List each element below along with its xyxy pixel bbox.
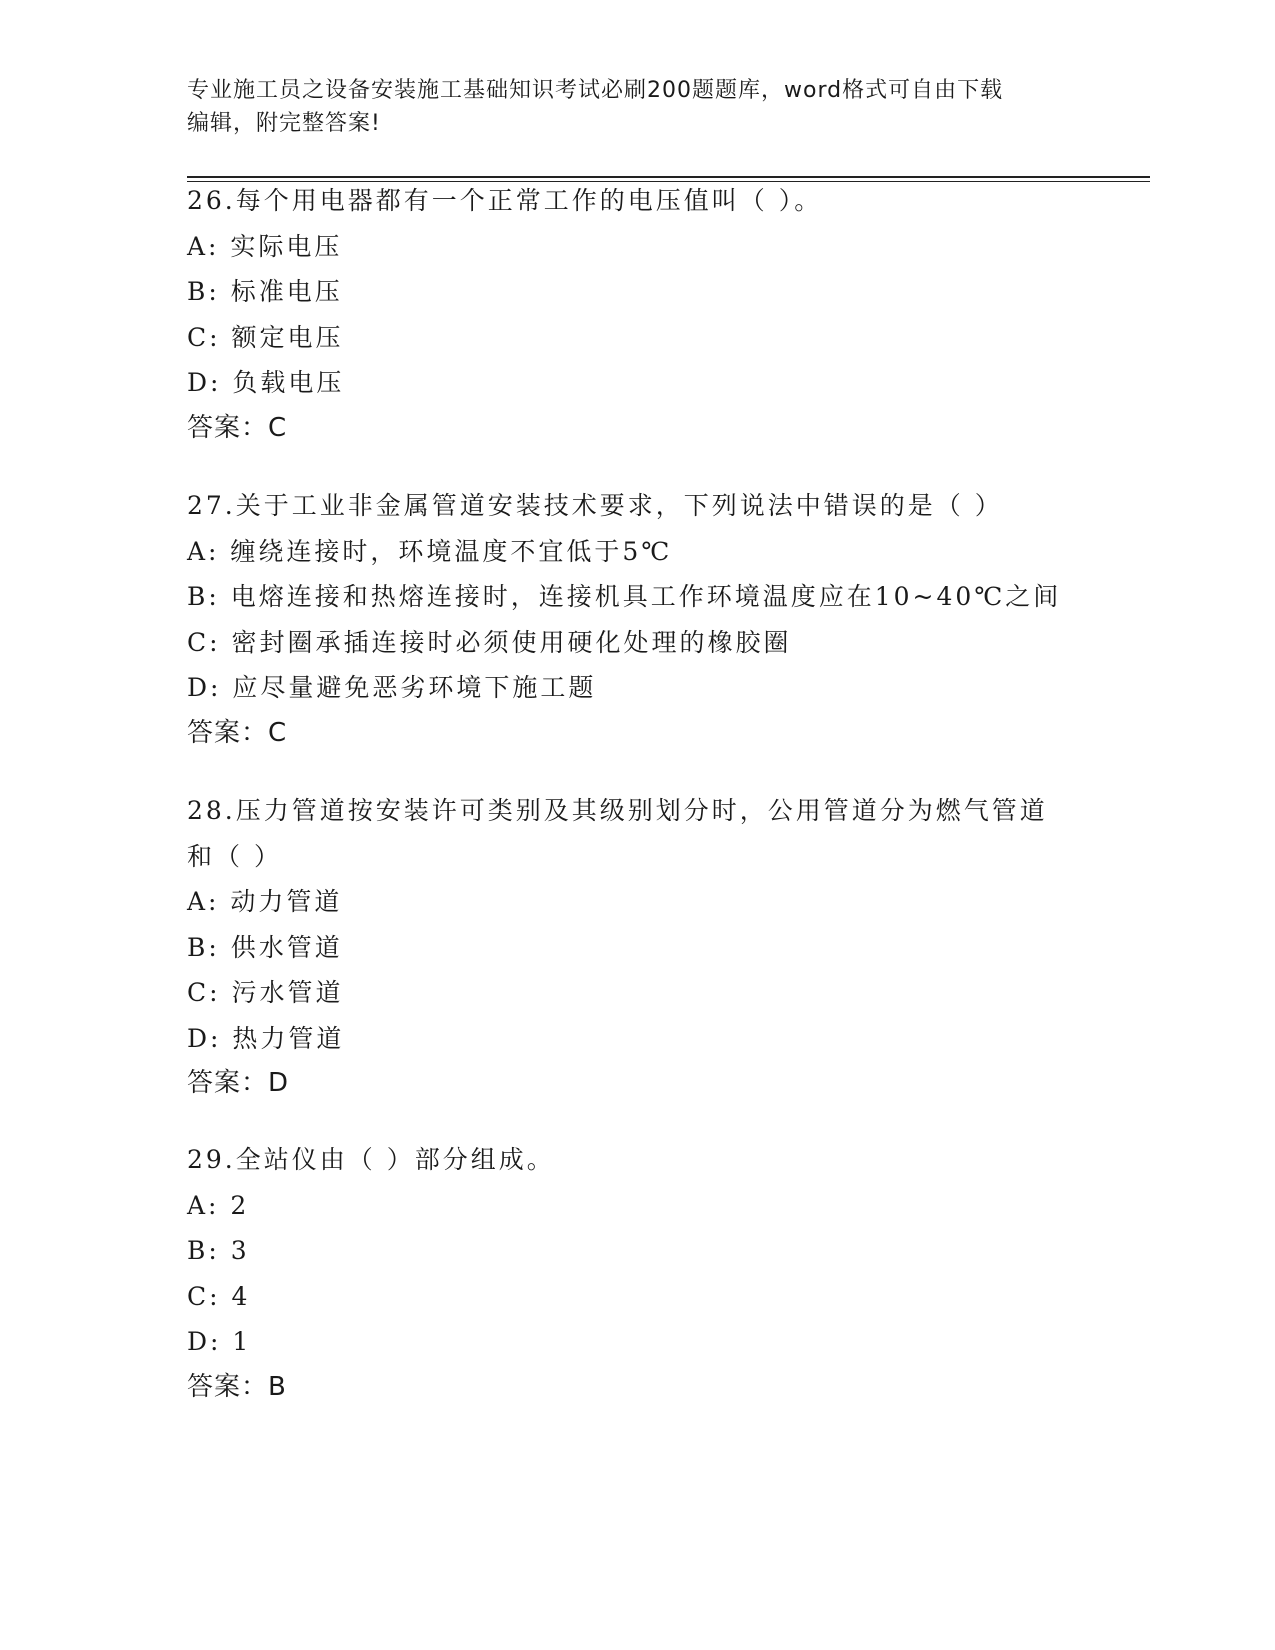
option-c: C: 污水管道 bbox=[187, 978, 344, 1007]
header-line-2: 编辑，附完整答案! bbox=[187, 111, 381, 136]
question-28 bbox=[187, 788, 1087, 1107]
option-a: A: 2 bbox=[187, 1190, 250, 1220]
question-stem: 27.关于工业非金属管道安装技术要求，下列说法中错误的是（ ） bbox=[187, 491, 1003, 520]
question-stem-line-2: 和（ ） bbox=[187, 841, 282, 871]
question-stem: 29.全站仪由（ ）部分组成。 bbox=[187, 1145, 555, 1174]
question-stem-line-1: 28.压力管道按安装许可类别及其级别划分时，公用管道分为燃气管道 bbox=[187, 796, 1048, 825]
option-c: C: 密封圈承插连接时必须使用硬化处理的橡胶圈 bbox=[187, 627, 792, 657]
header-line-1: 专业施工员之设备安装施工基础知识考试必刷200题题库，word格式可自由下载 bbox=[187, 78, 1004, 103]
option-b: B: 电熔连接和热熔连接时，连接机具工作环境温度应在10~40℃之间 bbox=[187, 582, 1062, 611]
option-d: D: 1 bbox=[187, 1327, 252, 1356]
option-d: D: 负载电压 bbox=[187, 368, 345, 397]
answer-label: 答案：C bbox=[187, 412, 288, 443]
answer-label: 答案：D bbox=[187, 1068, 290, 1098]
option-d: D: 应尽量避免恶劣环境下施工题 bbox=[187, 673, 597, 702]
answer-label: 答案：C bbox=[187, 717, 288, 748]
option-a: A: 实际电压 bbox=[187, 231, 343, 261]
question-27 bbox=[187, 483, 1087, 756]
option-b: B: 供水管道 bbox=[187, 932, 343, 962]
answer-label: 答案：B bbox=[187, 1371, 287, 1402]
document-header bbox=[187, 74, 1067, 140]
option-b: B: 标准电压 bbox=[187, 277, 343, 306]
question-29 bbox=[187, 1137, 1087, 1410]
option-d: D: 热力管道 bbox=[187, 1023, 345, 1053]
option-a: A: 缠绕连接时，环境温度不宜低于5℃ bbox=[187, 536, 673, 566]
option-c: C: 额定电压 bbox=[187, 322, 344, 352]
question-stem: 26.每个用电器都有一个正常工作的电压值叫（ ）。 bbox=[187, 186, 823, 215]
option-a: A: 动力管道 bbox=[187, 887, 343, 916]
option-c: C: 4 bbox=[187, 1281, 251, 1311]
question-26 bbox=[187, 178, 1087, 451]
option-b: B: 3 bbox=[187, 1236, 250, 1265]
